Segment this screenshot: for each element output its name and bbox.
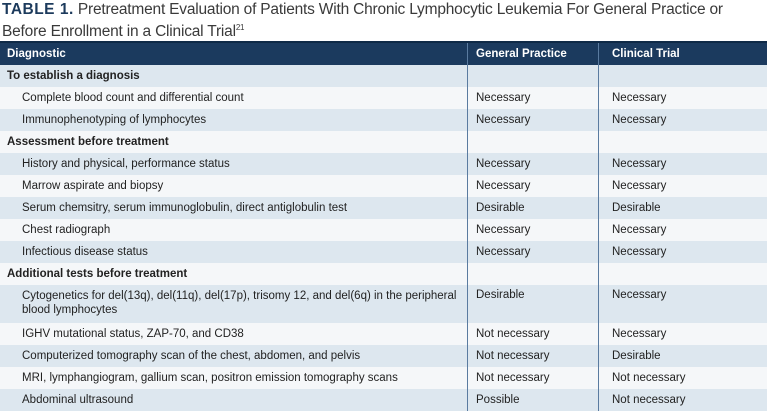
- table-header-row: [0, 42, 767, 65]
- clinical-trial-cell: Necessary: [599, 241, 767, 263]
- table-caption: Pretreatment Evaluation of Patients With Chronic Lymphocytic Leukemia For General Practice or Before Enrollment in a Clinical Trial: [2, 1, 723, 41]
- general-practice-cell: [468, 263, 599, 285]
- section-row: [0, 131, 767, 153]
- table-row: [0, 87, 767, 109]
- general-practice-cell: Necessary: [468, 109, 599, 131]
- diagnostic-cell: Serum chemsitry, serum immunoglobulin, direct antiglobulin test: [0, 197, 468, 219]
- table-row: [0, 109, 767, 131]
- column-header-general-practice: General Practice: [468, 42, 599, 65]
- clinical-trial-cell: [599, 65, 767, 87]
- pretreatment-table: [0, 41, 767, 411]
- diagnostic-cell: To establish a diagnosis: [0, 65, 468, 87]
- clinical-trial-cell: Not necessary: [599, 389, 767, 411]
- diagnostic-cell: Chest radiograph: [0, 219, 468, 241]
- general-practice-cell: Necessary: [468, 241, 599, 263]
- diagnostic-cell: Complete blood count and differential count: [0, 87, 468, 109]
- table-row: [0, 345, 767, 367]
- table-row: [0, 241, 767, 263]
- diagnostic-cell: MRI, lymphangiogram, gallium scan, positron emission tomography scans: [0, 367, 468, 389]
- clinical-trial-cell: Necessary: [599, 219, 767, 241]
- table-label: TABLE 1.: [2, 1, 74, 18]
- reference-superscript: 21: [235, 23, 245, 32]
- diagnostic-cell: Assessment before treatment: [0, 131, 468, 153]
- table-row: [0, 389, 767, 411]
- section-row: [0, 263, 767, 285]
- general-practice-cell: Desirable: [468, 197, 599, 219]
- clinical-trial-cell: Not necessary: [599, 367, 767, 389]
- clinical-trial-cell: Necessary: [599, 87, 767, 109]
- clinical-trial-cell: Desirable: [599, 197, 767, 219]
- table-row: [0, 285, 767, 323]
- diagnostic-cell: Immunophenotyping of lymphocytes: [0, 109, 468, 131]
- diagnostic-cell: History and physical, performance status: [0, 153, 468, 175]
- table-row: [0, 367, 767, 389]
- diagnostic-cell: Computerized tomography scan of the chest, abdomen, and pelvis: [0, 345, 468, 367]
- diagnostic-cell: IGHV mutational status, ZAP-70, and CD38: [0, 323, 468, 345]
- table-row: [0, 219, 767, 241]
- general-practice-cell: [468, 131, 599, 153]
- table-title: [2, 1, 767, 41]
- general-practice-cell: Necessary: [468, 87, 599, 109]
- clinical-trial-cell: Necessary: [599, 175, 767, 197]
- general-practice-cell: Necessary: [468, 153, 599, 175]
- diagnostic-cell: Additional tests before treatment: [0, 263, 468, 285]
- diagnostic-cell: Infectious disease status: [0, 241, 468, 263]
- table-row: [0, 175, 767, 197]
- column-header-clinical-trial: Clinical Trial: [599, 42, 767, 65]
- general-practice-cell: Possible: [468, 389, 599, 411]
- general-practice-cell: Not necessary: [468, 345, 599, 367]
- general-practice-cell: [468, 65, 599, 87]
- clinical-trial-cell: Desirable: [599, 345, 767, 367]
- clinical-trial-cell: Necessary: [599, 109, 767, 131]
- table-row: [0, 197, 767, 219]
- section-row: [0, 65, 767, 87]
- diagnostic-cell: Marrow aspirate and biopsy: [0, 175, 468, 197]
- diagnostic-cell: Cytogenetics for del(13q), del(11q), del(17p), trisomy 12, and del(6q) in the peripheral blood lymphocytes: [0, 285, 468, 323]
- table-row: [0, 323, 767, 345]
- clinical-trial-cell: [599, 131, 767, 153]
- table-row: [0, 153, 767, 175]
- clinical-trial-cell: [599, 263, 767, 285]
- diagnostic-cell: Abdominal ultrasound: [0, 389, 468, 411]
- column-header-diagnostic: Diagnostic: [0, 42, 468, 65]
- clinical-trial-cell: Necessary: [599, 153, 767, 175]
- general-practice-cell: Not necessary: [468, 367, 599, 389]
- clinical-trial-cell: Necessary: [599, 285, 767, 323]
- general-practice-cell: Necessary: [468, 175, 599, 197]
- general-practice-cell: Desirable: [468, 285, 599, 323]
- clinical-trial-cell: Necessary: [599, 323, 767, 345]
- general-practice-cell: Not necessary: [468, 323, 599, 345]
- general-practice-cell: Necessary: [468, 219, 599, 241]
